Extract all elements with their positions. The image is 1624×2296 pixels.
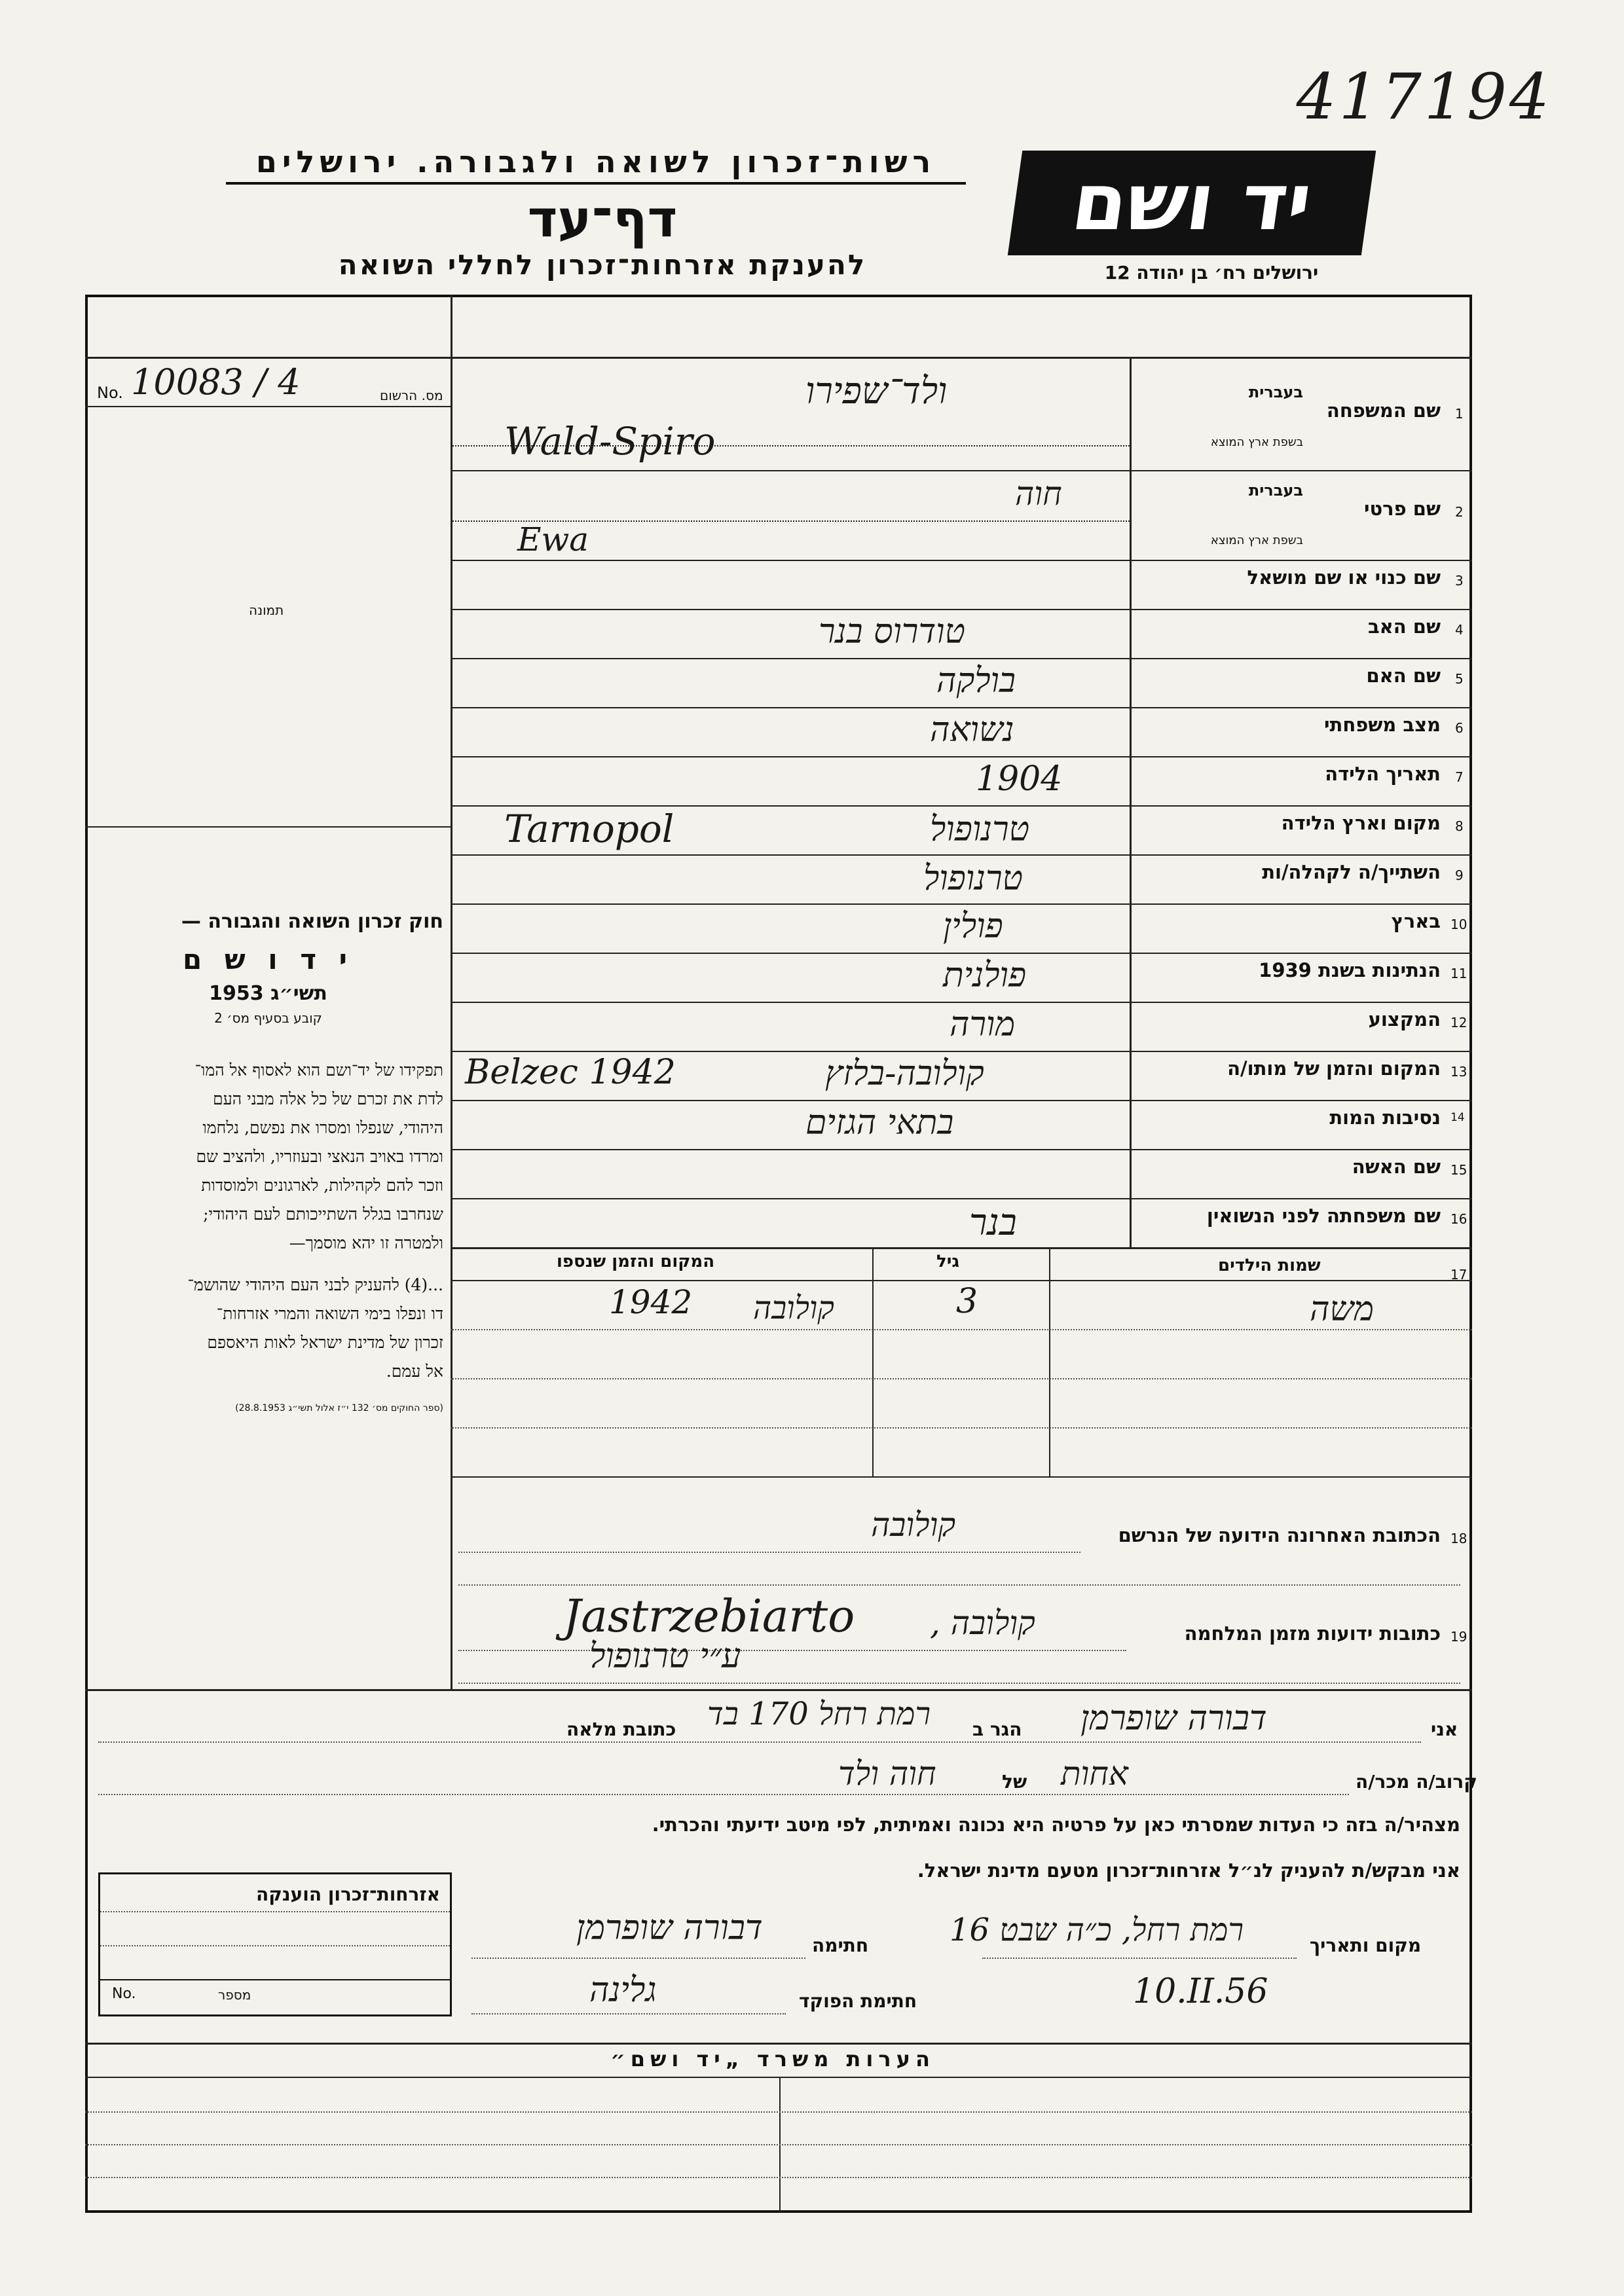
law-line: אל עמם. bbox=[386, 1362, 443, 1381]
decl-of-label: של bbox=[1002, 1771, 1027, 1793]
field-13-value-latin: Belzec 1942 bbox=[465, 1053, 676, 1092]
child-name: משה bbox=[1310, 1290, 1375, 1329]
photo-label: תמונה bbox=[249, 602, 284, 618]
decl-officer-signature: גלינה bbox=[589, 1971, 657, 2010]
field-2-sub-hebrew: בעברית bbox=[1248, 481, 1303, 500]
law-section bbox=[93, 910, 443, 1413]
field-4-number: 4 bbox=[1455, 622, 1464, 638]
citizenship-box-title: אזרחות־זכרון הוענקה bbox=[256, 1884, 440, 1905]
field-3-number: 3 bbox=[1455, 573, 1464, 589]
form-title: דף־עד bbox=[527, 190, 678, 249]
law-line: ומרדו באויב הנאצי ובעוזריו, ולהציב שם bbox=[196, 1147, 443, 1166]
field-7-value: 1904 bbox=[976, 759, 1063, 799]
field-6-label: מצב משפחתי bbox=[1323, 714, 1441, 736]
field-16-label: שם משפחתה לפני הנשואין bbox=[1206, 1205, 1441, 1227]
decl-ani: אני bbox=[1431, 1719, 1458, 1740]
child-age: 3 bbox=[956, 1282, 978, 1321]
field-14-number: 14 bbox=[1450, 1111, 1465, 1124]
field-2-label: שם פרטי bbox=[1363, 498, 1441, 520]
field-8-label: מקום וארץ הלידה bbox=[1281, 812, 1441, 834]
decl-resides-label: הגר ב bbox=[972, 1719, 1022, 1740]
field-1-sub-origin: בשפת ארץ המוצא bbox=[1210, 435, 1303, 449]
law-line: דו ונפלו בימי השואה והמרי אזרחות־ bbox=[216, 1304, 443, 1323]
field-7-label: תאריך הלידה bbox=[1325, 763, 1441, 785]
logo-text: יד ושם bbox=[1066, 157, 1318, 248]
field-6-number: 6 bbox=[1455, 720, 1464, 736]
field-19-value: קולובה , bbox=[930, 1604, 1035, 1642]
decl-statement-2: אני מבקש/ת להעניק לנ״ל אזרחות־זכרון מטעם מדינת ישראל. bbox=[917, 1859, 1460, 1882]
law-section-ref: קובע בסעיף מס׳ 2 bbox=[214, 1010, 322, 1026]
field-2-sub-origin: בשפת ארץ המוצא bbox=[1210, 534, 1303, 547]
decl-relation-value: אחות bbox=[1061, 1755, 1128, 1793]
field-13-value: קולובה-בלזץ bbox=[825, 1054, 984, 1093]
decl-resides-value: רמת רחל 170 בד bbox=[707, 1696, 931, 1732]
field-5-value: בולקה bbox=[936, 661, 1016, 701]
field-5-label: שם האם bbox=[1366, 665, 1441, 687]
law-name: י ד ו ש ם bbox=[182, 943, 354, 975]
authority-underline bbox=[226, 182, 966, 185]
law-paragraph bbox=[93, 1056, 443, 1386]
decl-officer-label: חתימת הפוקד bbox=[799, 1990, 917, 2012]
citizenship-box bbox=[98, 1872, 452, 2016]
child-year: 1942 bbox=[609, 1283, 693, 1321]
archive-number: 417194 bbox=[1296, 60, 1552, 134]
field-4-label: שם האב bbox=[1367, 615, 1441, 638]
law-line: ולמטרה זו יהא מוסמך— bbox=[289, 1233, 443, 1252]
child-place: קולובה bbox=[753, 1290, 834, 1326]
field-3-label: שם כנוי או שם מושאל bbox=[1247, 566, 1441, 589]
decl-signature-label: חתימה bbox=[812, 1935, 869, 1956]
law-line: שנחרבו בגלל השתייכותם לעם היהודי; bbox=[203, 1205, 443, 1224]
children-col-names: שמות הילדים bbox=[1218, 1256, 1321, 1275]
field-2-value-hebrew: חוה bbox=[1015, 475, 1062, 513]
field-14-value: בתאי הגזים bbox=[805, 1103, 954, 1142]
law-year: תשי״ג 1953 bbox=[209, 982, 327, 1005]
registration-label: מס. הרשום bbox=[380, 388, 443, 403]
field-7-number: 7 bbox=[1455, 769, 1464, 785]
field-1-sub-hebrew: בעברית bbox=[1248, 383, 1303, 401]
field-9-value: טרנופול bbox=[923, 859, 1024, 898]
notes-title: הערות משרד „יד ושם״ bbox=[610, 2047, 935, 2071]
field-10-label: בארץ bbox=[1391, 910, 1441, 932]
field-1-value-latin: Wald-Spiro bbox=[504, 419, 716, 464]
field-8-value: טרנופול bbox=[930, 810, 1030, 849]
form-subtitle: להענקת אזרחות־זכרון לחללי השואה bbox=[338, 249, 867, 281]
law-title: חוק זכרון השואה והגבורה — bbox=[181, 910, 443, 933]
decl-of-value: חוה ולד bbox=[838, 1755, 936, 1793]
field-16-value: בנר bbox=[969, 1201, 1017, 1244]
citizenship-box-number-label: מספר bbox=[218, 1987, 251, 2003]
field-19-value-latin: Jastrzebiarto bbox=[563, 1591, 855, 1643]
field-1-label: שם המשפחה bbox=[1326, 399, 1441, 422]
decl-relative-label: קרוב/ה מכר/ה bbox=[1356, 1771, 1477, 1793]
law-line: לדת את זכרם של כל אלה מבני העם bbox=[213, 1089, 443, 1108]
field-17-number: 17 bbox=[1450, 1267, 1467, 1283]
children-col-place: המקום והזמן שנספו bbox=[557, 1252, 715, 1271]
field-18-number: 18 bbox=[1450, 1531, 1467, 1546]
field-13-label: המקום והזמן של מותו/ה bbox=[1227, 1057, 1441, 1080]
field-2-value-latin: Ewa bbox=[517, 520, 589, 558]
decl-statement-1: מצהיר/ה בזה כי העדות שמסרתי כאן על פרטיה היא נכונה ואמיתית, לפי מיטב ידיעתי והכרתי. bbox=[652, 1813, 1460, 1836]
field-19-label: כתובות ידועות מזמן המלחמה bbox=[1184, 1622, 1441, 1645]
field-10-number: 10 bbox=[1450, 917, 1467, 932]
field-12-label: המקצוע bbox=[1368, 1008, 1441, 1030]
field-12-value: מורה bbox=[950, 1005, 1016, 1044]
field-18-value: קולובה bbox=[871, 1506, 956, 1544]
field-18-label: הכתובת האחרונה הידועה של הנרשם bbox=[1118, 1524, 1441, 1546]
logo-address: ירושלים רח׳ בן יהודה 12 bbox=[1104, 262, 1319, 283]
field-13-number: 13 bbox=[1450, 1064, 1467, 1080]
decl-signature-value: דבורה שופרמן bbox=[576, 1908, 763, 1948]
field-9-number: 9 bbox=[1455, 867, 1464, 883]
field-9-label: השתייך/ה לקהלה/ות bbox=[1262, 861, 1441, 883]
field-12-number: 12 bbox=[1450, 1015, 1467, 1030]
field-8-number: 8 bbox=[1455, 818, 1464, 834]
field-8-value-latin: Tarnopol bbox=[504, 807, 674, 851]
field-15-number: 15 bbox=[1450, 1162, 1467, 1178]
children-col-age: גיל bbox=[936, 1252, 960, 1271]
law-line: תפקידו של יד־ושם הוא לאסוף אל המו־ bbox=[194, 1061, 443, 1080]
registration-no-prefix: No. bbox=[97, 384, 123, 402]
field-5-number: 5 bbox=[1455, 671, 1464, 687]
law-footnote: (ספר החוקים מס׳ 132 י״ז אלול תשי״ג 28.8.1953) bbox=[235, 1403, 443, 1413]
authority-title: רשות־זכרון לשואה ולגבורה. ירושלים bbox=[255, 144, 936, 179]
field-1-value-hebrew: ולד־שפירו bbox=[805, 370, 948, 412]
field-10-value: פולין bbox=[943, 907, 1003, 946]
field-19-number: 19 bbox=[1450, 1629, 1467, 1645]
law-line: זכרון של מדינת ישראל לאות היאספם bbox=[207, 1333, 443, 1352]
decl-full-address: כתובת מלאה bbox=[566, 1719, 676, 1740]
field-2-number: 2 bbox=[1455, 504, 1464, 520]
field-6-value: נשואה bbox=[930, 710, 1014, 750]
decl-officer-date: 10.II.56 bbox=[1133, 1972, 1268, 2011]
field-11-number: 11 bbox=[1450, 966, 1467, 981]
yad-vashem-logo bbox=[1008, 151, 1376, 255]
field-11-label: הנתינות בשנת 1939 bbox=[1259, 959, 1441, 981]
law-line: ...(4) להעניק לבני העם היהודי שהושמ־ bbox=[187, 1275, 443, 1294]
declarant-name: דבורה שופרמן bbox=[1080, 1699, 1267, 1738]
registration-number: 10083 / 4 bbox=[131, 361, 301, 403]
field-16-number: 16 bbox=[1450, 1211, 1467, 1227]
field-4-value: טודרוס בנר bbox=[819, 612, 966, 651]
citizenship-box-no: No. bbox=[112, 1986, 136, 2002]
field-15-label: שם האשה bbox=[1352, 1156, 1441, 1178]
decl-place-date-label: מקום ותאריך bbox=[1310, 1935, 1422, 1956]
field-19-value-2: ע״י טרנופול bbox=[589, 1637, 741, 1676]
field-11-value: פולנית bbox=[943, 956, 1027, 995]
decl-place-date-value: רמת רחל, כ״ה שבט 16 bbox=[950, 1912, 1244, 1948]
law-line: היהודי, שנפלו ומסרו את נפשם, נלחמו bbox=[202, 1118, 443, 1137]
field-1-number: 1 bbox=[1455, 406, 1464, 422]
law-line: וזכר להם לקהילות, לארגונים ולמוסדות bbox=[201, 1176, 443, 1195]
field-14-label: נסיבות המות bbox=[1329, 1106, 1441, 1129]
